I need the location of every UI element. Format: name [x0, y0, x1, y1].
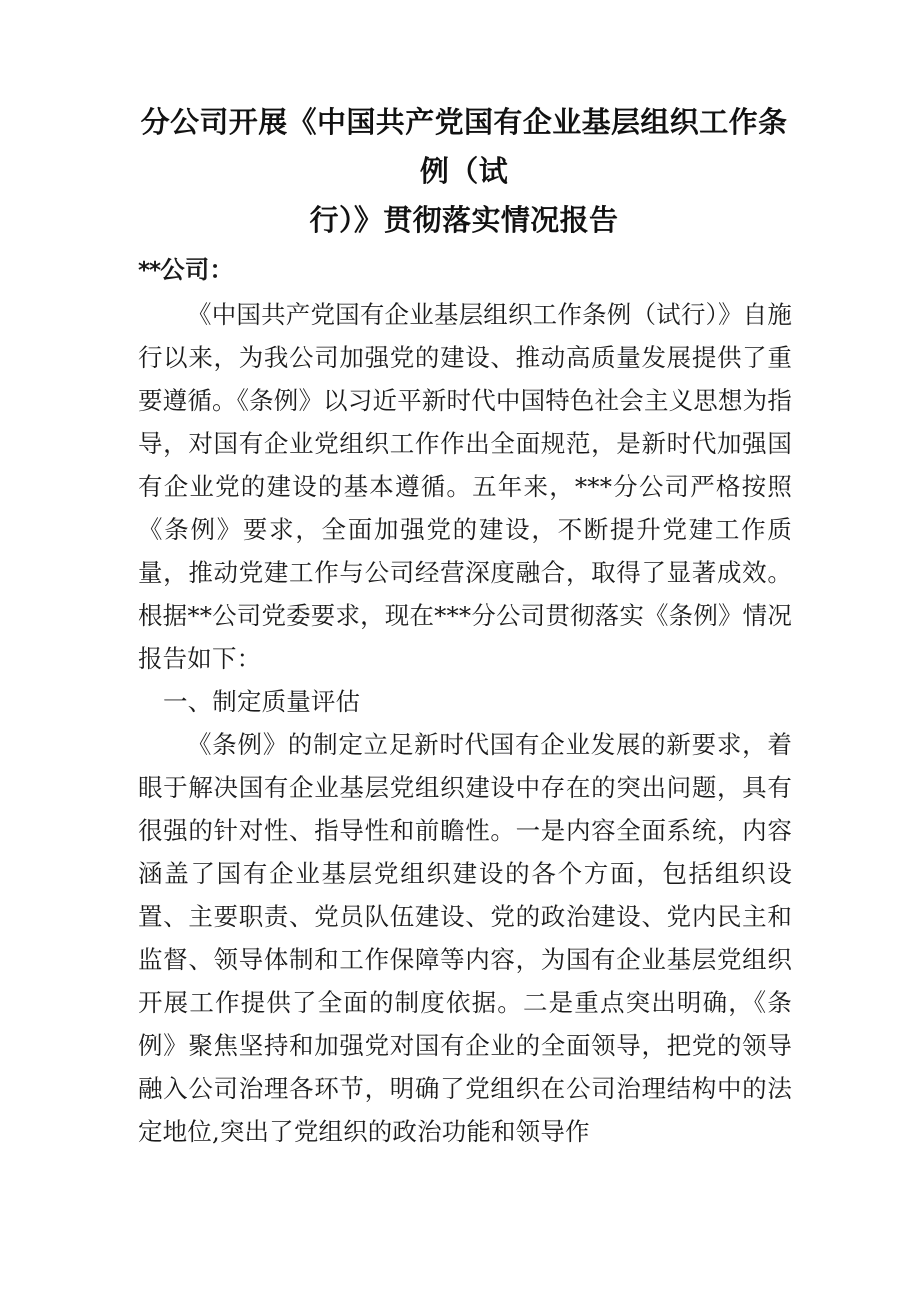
salutation-line: **公司：	[138, 255, 235, 284]
paragraph-opening: 《中国共产党国有企业基层组织工作条例（试行）》自施行以来，为我公司加强党的建设、推动高质量发展提供了重要遵循。《条例》以习近平新时代中国特色社会主义思想为指导，对国有企业党组织工作作出全面规范，是新时代加强国有企业党的建设的基本遵循。五年来，***分公司严格按照《条例》要求，全面加强党的建设，不断提升党建工作质量，推动党建工作与公司经营深度融合，取得了显著成效。根据**公司党委要求，现在***分公司贯彻落实《条例》情况报告如下：	[138, 300, 792, 673]
title-line-2: 行）》贯彻落实情况报告	[309, 203, 619, 237]
paragraph-section-1-body: 《条例》的制定立足新时代国有企业发展的新要求，着眼于解决国有企业基层党组织建设中存在的突出问题，具有很强的针对性、指导性和前瞻性。一是内容全面系统，内容涵盖了国有企业基层党组织建设的各个方面，包括组织设置、主要职责、党员队伍建设、党的政治建设、党内民主和监督、领导体制和工作保障等内容，为国有企业基层党组织开展工作提供了全面的制度依据。二是重点突出明确，《条例》聚焦坚持和加强党对国有企业的全面领导，把党的领导融入公司治理各环节，明确了党组织在公司治理结构中的法定地位,突出了党组织的政治功能和领导作	[138, 730, 792, 1146]
page-title	[134, 98, 794, 245]
document-body	[138, 248, 792, 1153]
title-line-1: 分公司开展《中国共产党国有企业基层组织工作条例（试	[140, 105, 788, 188]
section-heading-1: 一、制定质量评估	[163, 687, 361, 716]
